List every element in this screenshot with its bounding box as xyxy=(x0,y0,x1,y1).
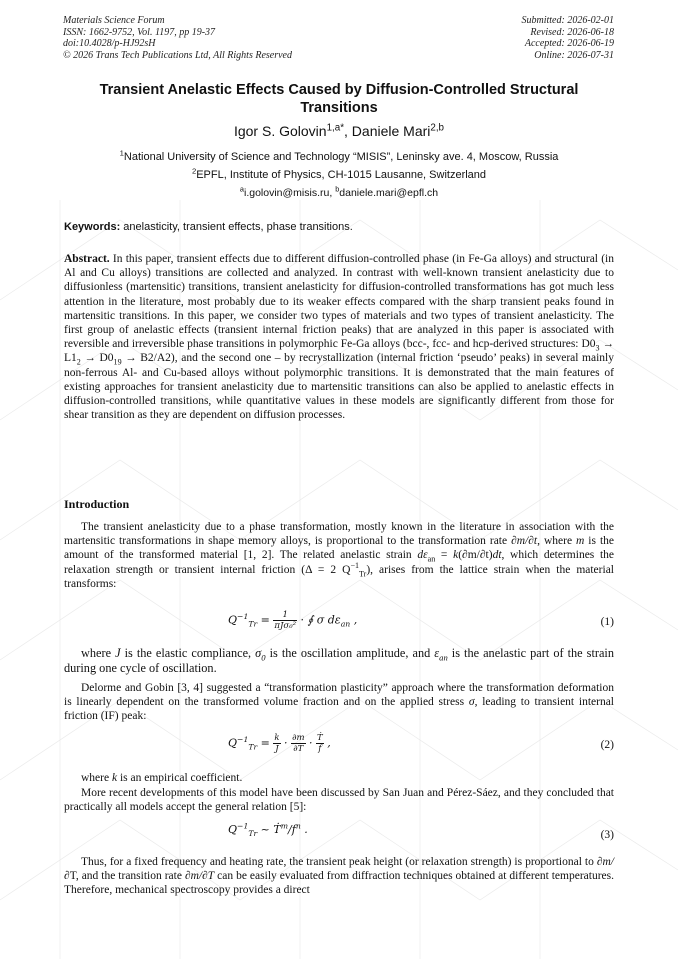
p2-text-c: is the elastic compliance, xyxy=(120,646,256,660)
author-separator: , xyxy=(344,123,352,139)
affiliation-2 xyxy=(60,168,618,182)
email-1-mark: a xyxy=(239,184,244,194)
intro-paragraph-2 xyxy=(64,646,614,676)
eq3-q-sup: −1 xyxy=(237,821,249,831)
copyright: © 2026 Trans Tech Publications Ltd, All Rights Reserved xyxy=(63,49,292,61)
p1-text-l: , which determines the relaxation strength or transient internal friction (Δ = 2 Q xyxy=(64,549,614,576)
p1-eq: = xyxy=(435,549,454,562)
p1-k: k xyxy=(453,549,459,562)
eq3-f-sup: n xyxy=(295,821,301,831)
eq1-fraction xyxy=(273,610,297,631)
author-2-marks: 2,b xyxy=(430,122,445,134)
eq1-q-sub: Tr xyxy=(248,619,258,629)
abstract-text-4: → B2/A2), and the second one – by recrystallization (internal friction ‘pseudo’ peaks) in several mainly non-ferrous Al- and Cu-based alloys without polymorphic transitions. It is demonstrated that the main features of existing approaches for transient anelasticity due to martensitic transitions can also be applied to anelastic effects in diffusion-controlled transitions, while quantitative values in these models are significantly different from those for shear transition as they are dependent on diffusion processes. xyxy=(64,352,614,422)
eq1-integral-sub: an xyxy=(340,619,351,629)
p6-text-a: Thus, for a fixed frequency and heating rate, the transient peak height (or relaxation strength) is proportional to xyxy=(81,856,597,868)
p1-strain: dε xyxy=(417,549,428,562)
author-1-marks: 1,a* xyxy=(326,122,345,134)
eq2-f3-num: Ṫ xyxy=(317,733,323,743)
p1-text-o: ), arises from the lattice strain when the material transforms: xyxy=(64,563,614,590)
journal-info xyxy=(63,15,292,61)
paper-title xyxy=(60,81,618,117)
email-2[interactable]: daniele.mari@epfl.ch xyxy=(339,187,439,199)
eq2-dot-1: · xyxy=(280,736,292,750)
eq3-q: Q xyxy=(228,823,238,836)
equation-1-number: (1) xyxy=(600,616,614,628)
p1-dt: dt xyxy=(492,549,502,562)
p4-k: k xyxy=(111,772,118,784)
p4-text-a: where xyxy=(81,772,112,784)
eq3-q-sub: Tr xyxy=(248,829,258,839)
author-1: Igor S. Golovin xyxy=(233,123,327,139)
abstract-sub-3: 19 xyxy=(113,357,122,367)
p1-m: m xyxy=(576,535,585,548)
p2-sigma: σ xyxy=(255,646,262,660)
abstract-text-3: → D0 xyxy=(80,352,114,365)
p3-text-a: Delorme and Gobin [3, 4] suggested a “transformation plasticity” approach where the transformation deformation is linearly dependent on the transformed volume fraction and on the applied stress xyxy=(64,682,614,709)
abstract-text-2: → L1 xyxy=(64,338,614,365)
p1-text-a: The transient anelasticity due to a phase transformation, mostly known in the literature in association with the martensitic transformations in shape memory alloys, is proportional to the transformation rate xyxy=(64,521,614,548)
intro-paragraph-6 xyxy=(64,855,614,898)
equation-3-body xyxy=(228,821,308,839)
eq2-q-sub: Tr xyxy=(248,742,258,752)
intro-paragraph-1 xyxy=(64,520,614,591)
online-date: Online: 2026-07-31 xyxy=(534,49,614,61)
equation-3-number: (3) xyxy=(600,829,614,841)
p3-text-c: , leading to transient internal friction (IF) peak: xyxy=(64,696,615,723)
affiliation-1-text: National University of Science and Technology “MISIS”, Leninsky ave. 4, Moscow, Russia xyxy=(123,151,559,163)
author-2: Daniele Mari xyxy=(351,123,431,139)
eq3-tdot: Ṫ xyxy=(273,823,281,836)
eq2-comma: , xyxy=(323,736,331,750)
eq2-dot-2: · xyxy=(305,736,317,750)
p1-rate: ∂m/∂t xyxy=(511,535,538,548)
eq2-fraction-3 xyxy=(316,733,324,754)
p1-q-sub: Tr xyxy=(359,568,367,578)
eq1-comma: , xyxy=(350,613,358,627)
affiliation-2-text: EPFL, Institute of Physics, CH-1015 Lausanne, Switzerland xyxy=(196,169,487,181)
p2-text-i: is the anelastic part of the strain during one cycle of oscillation. xyxy=(64,646,614,676)
eq1-numerator: 1 xyxy=(273,610,297,621)
email-2-mark: b xyxy=(335,184,340,194)
eq2-f1-den: J xyxy=(275,744,279,754)
p4-text-c: is an empirical coefficient. xyxy=(117,772,243,784)
p1-text-e: is the amount of the transformed material [1, 2]. The related anelastic strain xyxy=(64,535,614,562)
eq3-sim: ~ xyxy=(257,823,274,836)
eq3-over-f: /f xyxy=(288,823,296,836)
title-line-1: Transient Anelastic Effects Caused by Diffusion-Controlled Structural xyxy=(99,82,579,98)
eq2-equals: = xyxy=(257,736,274,750)
intro-paragraph-3 xyxy=(64,681,614,724)
eq1-q-sup: −1 xyxy=(237,611,249,621)
accepted-date: Accepted: 2026-06-19 xyxy=(524,38,614,49)
eq2-fraction-2 xyxy=(291,733,305,754)
p2-j: J xyxy=(115,646,121,660)
p2-sigma-sub: 0 xyxy=(261,652,266,663)
p1-text-c: , where xyxy=(537,535,577,548)
equation-1-body xyxy=(228,610,357,631)
author-list xyxy=(60,122,618,140)
abstract-sub-2: 2 xyxy=(76,357,81,367)
eq2-q: Q xyxy=(228,736,238,750)
keywords-label: Keywords: xyxy=(64,221,121,233)
section-heading-introduction: Introduction xyxy=(64,497,130,511)
equation-3 xyxy=(64,823,614,847)
p2-text-a: where xyxy=(81,646,116,660)
p6-rate-2: ∂m/∂T xyxy=(184,870,215,883)
equation-2 xyxy=(64,733,614,757)
eq2-f1-num: k xyxy=(274,733,280,743)
keywords xyxy=(64,220,614,234)
p6-text-c: T, and the transition rate xyxy=(69,870,185,883)
eq2-f3-den: f xyxy=(318,744,322,754)
equation-2-body xyxy=(228,733,331,754)
eq2-f2-num: ∂m xyxy=(292,733,305,743)
eq1-integral: · ∮ σ dε xyxy=(297,613,341,627)
p2-text-f: is the oscillation amplitude, and xyxy=(265,646,435,660)
p6-rate: ∂m/∂ xyxy=(64,856,614,883)
intro-paragraph-4 xyxy=(64,771,614,785)
title-line-2: Transitions xyxy=(300,100,378,116)
p1-q-sup: −1 xyxy=(350,560,359,570)
eq2-fraction-1 xyxy=(273,733,280,754)
eq1-denominator: πJσ₀² xyxy=(274,621,297,631)
p3-sigma: σ xyxy=(468,696,475,709)
p2-epsilon-sub: an xyxy=(439,652,448,663)
p1-strain-sub: an xyxy=(427,554,436,564)
keywords-text: anelasticity, transient effects, phase transitions. xyxy=(120,221,353,233)
eq1-q: Q xyxy=(228,613,238,627)
abstract-label: Abstract. xyxy=(64,253,110,265)
equation-1 xyxy=(64,610,614,634)
issn-volume: ISSN: 1662-9752, Vol. 1197, pp 19-37 xyxy=(63,26,216,38)
eq2-f2-den: ∂T xyxy=(293,744,304,754)
p1-rate-2: (∂m/∂t) xyxy=(458,549,493,562)
abstract xyxy=(64,252,614,422)
affiliation-2-mark: 2 xyxy=(191,166,197,176)
affiliation-1-mark: 1 xyxy=(119,148,124,158)
abstract-sub-1: 3 xyxy=(595,343,600,353)
equation-2-number: (2) xyxy=(600,739,614,751)
eq3-tdot-sup: m xyxy=(280,821,289,831)
author-emails xyxy=(60,186,618,200)
p2-epsilon: ε xyxy=(434,646,440,660)
email-1[interactable]: i.golovin@misis.ru, xyxy=(244,187,336,199)
affiliation-1 xyxy=(60,150,618,164)
eq2-q-sup: −1 xyxy=(237,734,249,744)
revised-date: Revised: 2026-06-18 xyxy=(530,26,614,38)
submitted-date: Submitted: 2026-02-01 xyxy=(521,15,614,26)
intro-paragraph-5: More recent developments of this model have been discussed by San Juan and Pérez-Sáez, and they concluded that practically all models accept the general relation [5]: xyxy=(64,787,614,814)
publication-dates xyxy=(522,15,615,61)
doi[interactable]: doi:10.4028/p-HJ92sH xyxy=(63,38,156,49)
eq1-equals: = xyxy=(257,613,274,627)
eq3-period: . xyxy=(300,823,308,836)
p6-text-e: can be easily evaluated from diffraction techniques obtained at different temperatures. Therefore, mechanical spectroscopy provides a direct xyxy=(64,870,615,897)
abstract-text-1: In this paper, transient effects due to different diffusion-controlled phase (in Fe-Ga alloys) and structural (in Al and Cu alloys) transitions are collected and analyzed. In contrast with well-known transient anelasticity due to diffusionless (martensitic) transitions, transient anelasticity for diffusion-controlled transformations has got much less attention in the literature, most probably due to its weaker effects compared with the sharp transient peaks found in martensitic transitions. In this paper, we consider two types of materials and two types of transient anelasticity. The first group of anelastic effects (transient internal friction peaks) that are analyzed in this paper is associated with reversible and irreversible phase transitions in polymorphic Fe-Ga alloys (bcc-, fcc- and hcp-derived structures: D0 xyxy=(64,253,614,351)
journal-name: Materials Science Forum xyxy=(63,15,165,26)
